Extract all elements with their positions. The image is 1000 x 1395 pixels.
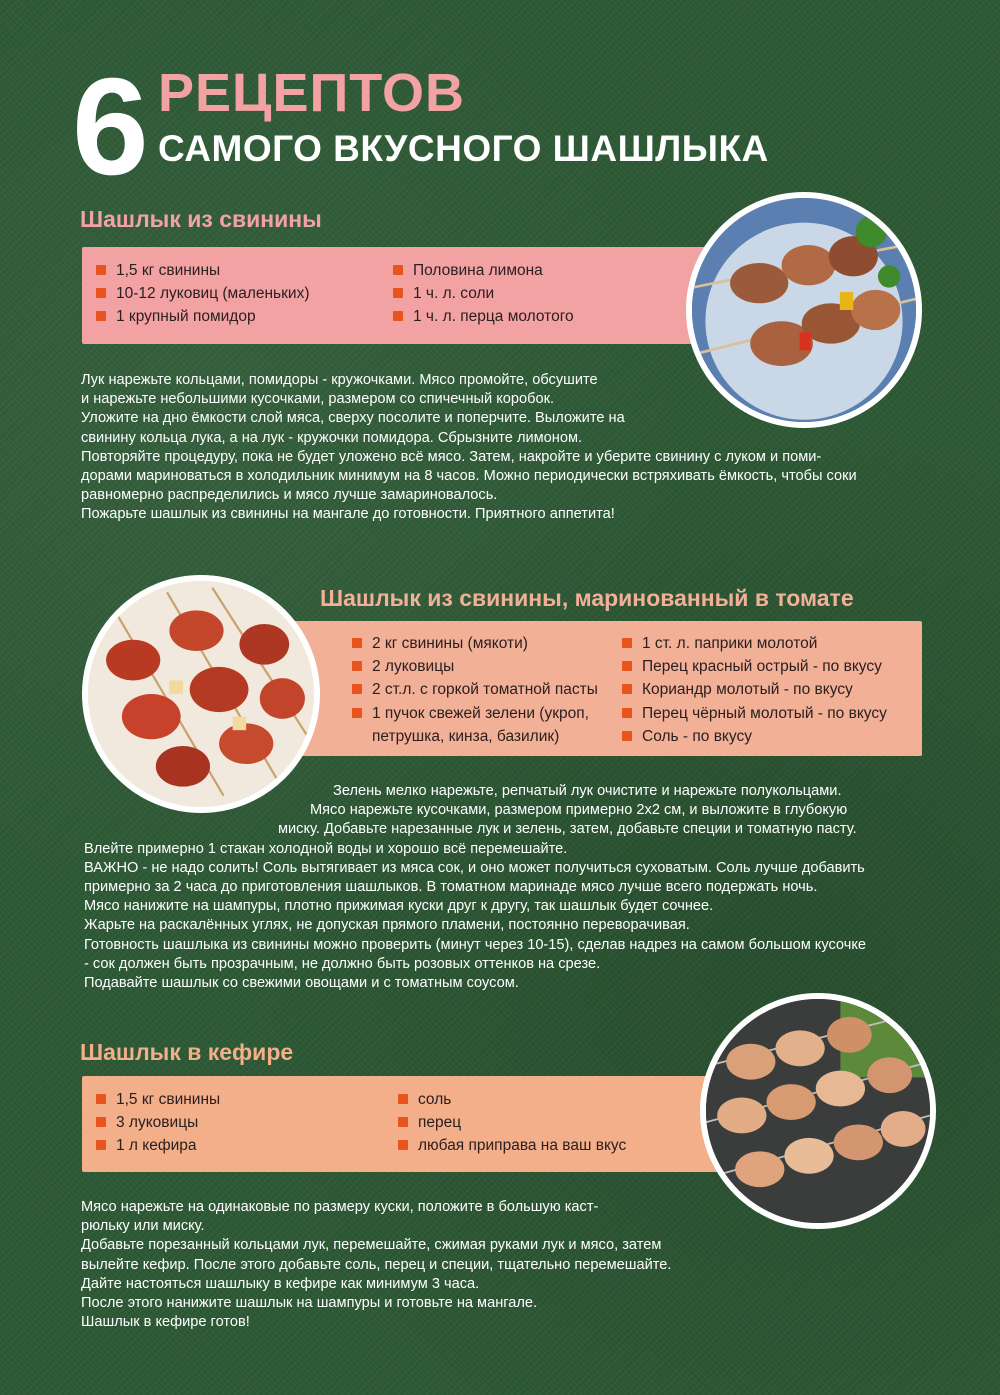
- paragraph-line: Жарьте на раскалённых углях, не допуская прямого пламени, постоянно переворачивая.: [84, 917, 690, 934]
- paragraph-line: Шашлык в кефире готов!: [81, 1314, 250, 1331]
- ingredient-item-continued: петрушка, кинза, базилик): [372, 727, 560, 745]
- ingredient-item: 10-12 луковиц (маленьких): [96, 282, 310, 305]
- recipe-3-ingredients-right: [398, 1088, 626, 1158]
- paragraph-line: равномерно распределились и мясо лучше замариновалось.: [81, 487, 498, 504]
- ingredient-item: Перец красный острый - по вкусу: [622, 655, 887, 678]
- paragraph-line: После этого нанижите шашлык на шампуры и готовьте на мангале.: [81, 1295, 538, 1312]
- paragraph-line: Мясо нарежьте кусочками, размером примерно 2х2 см, и выложите в глубокую: [310, 802, 848, 819]
- recipe-3-title: Шашлык в кефире: [80, 1039, 294, 1065]
- paragraph-line: Мясо нанижите на шампуры, плотно прижимая куски друг к другу, так шашлык будет сочнее.: [84, 898, 714, 915]
- ingredient-item: Соль - по вкусу: [622, 725, 887, 748]
- tomato-skewers-photo: [82, 575, 320, 813]
- ingredient-item: Половина лимона: [393, 259, 574, 282]
- paragraph-line: Зелень мелко нарежьте, репчатый лук очистите и нарежьте полукольцами.: [333, 783, 842, 799]
- ingredient-item: 3 луковицы: [96, 1111, 220, 1134]
- recipe-2-ingredients-right: [622, 632, 887, 748]
- ingredient-item: Перец чёрный молотый - по вкусу: [622, 702, 887, 725]
- recipe-1-title: Шашлык из свинины: [80, 206, 322, 232]
- header-title-line1: РЕЦЕПТОВ: [158, 63, 465, 123]
- paragraph-line: и нарежьте небольшими кусочками, размером со спичечный коробок.: [81, 391, 555, 408]
- paragraph-line: Готовность шашлыка из свинины можно проверить (минут через 10-15), сделав надрез на самом большом кусочке: [84, 936, 866, 953]
- recipe-2-title: Шашлык из свинины, маринованный в томате: [320, 585, 854, 611]
- recipe-2-ingredients-panel: [250, 621, 922, 756]
- paragraph-line: дорами мариноваться в холодильник минимум на 8 часов. Можно периодически встряхивать ёмкость, чтобы соки: [81, 468, 857, 485]
- ingredient-item: любая приправа на ваш вкус: [398, 1134, 626, 1157]
- header-number: 6: [72, 50, 145, 204]
- ingredient-item: 1 ч. л. соли: [393, 282, 574, 305]
- recipe-3-ingredients-left: [96, 1088, 220, 1158]
- ingredient-item: 2 луковицы: [352, 655, 598, 678]
- recipe-2-text: [84, 782, 866, 993]
- header-title-line2: САМОГО ВКУСНОГО ШАШЛЫКА: [158, 128, 769, 169]
- ingredient-item: 1 пучок свежей зелени (укроп,: [352, 702, 598, 725]
- recipe-3-text: [81, 1198, 671, 1332]
- paragraph-line: рюльку или миску.: [81, 1218, 205, 1235]
- ingredient-item: 1 крупный помидор: [96, 305, 310, 328]
- kefir-skewers-photo: [700, 993, 936, 1229]
- paragraph-line: Уложите на дно ёмкости слой мяса, сверху посолите и поперчите. Выложите на: [81, 410, 625, 427]
- recipe-1-text: [81, 371, 857, 525]
- ingredient-item: 1 ст. л. паприки молотой: [622, 632, 887, 655]
- paragraph-line: Мясо нарежьте на одинаковые по размеру куски, положите в большую каст-: [81, 1199, 599, 1215]
- recipe-2-ingredients-left: [352, 632, 598, 748]
- paragraph-line: миску. Добавьте нарезанные лук и зелень, затем, добавьте специи и томатную пасту.: [278, 821, 857, 838]
- paragraph-line: Влейте примерно 1 стакан холодной воды и хорошо всё перемешайте.: [84, 840, 568, 857]
- paragraph-line: Подавайте шашлык со свежими овощами и с томатным соусом.: [84, 975, 519, 992]
- recipe-1-ingredients-left: [96, 259, 310, 329]
- ingredient-item: соль: [398, 1088, 626, 1111]
- ingredient-item: 1 л кефира: [96, 1134, 220, 1157]
- ingredient-item: перец: [398, 1111, 626, 1134]
- paragraph-line: примерно за 2 часа до приготовления шашлыков. В томатном маринаде мясо лучше всего подержать ночь.: [84, 879, 818, 896]
- paragraph-line: свинину кольца лука, а на лук - кружочки помидора. Сбрызните лимоном.: [81, 429, 583, 446]
- paragraph-line: - сок должен быть прозрачным, не должно быть розовых оттенков на срезе.: [84, 955, 601, 972]
- paragraph-line: ВАЖНО - не надо солить! Соль вытягивает из мяса сок, и оно может получиться суховатым. Соль лучше добавить: [84, 859, 865, 876]
- ingredient-item: Кориандр молотый - по вкусу: [622, 678, 887, 701]
- paragraph-line: Пожарьте шашлык из свинины на мангале до готовности. Приятного аппетита!: [81, 506, 615, 523]
- recipe-1-ingredients-right: [393, 259, 574, 329]
- paragraph-line: Повторяйте процедуру, пока не будет уложено всё мясо. Затем, накройте и уберите свинину с луком и поми-: [81, 448, 822, 465]
- recipe-3-ingredients-panel: [82, 1076, 722, 1172]
- ingredient-item: 2 ст.л. с горкой томатной пасты: [352, 678, 598, 701]
- paragraph-line: Лук нарежьте кольцами, помидоры - кружочками. Мясо промойте, обсушите: [81, 372, 598, 388]
- ingredient-item: 2 кг свинины (мякоти): [352, 632, 598, 655]
- ingredient-item: 1 ч. л. перца молотого: [393, 305, 574, 328]
- paragraph-line: Дайте настояться шашлыку в кефире как минимум 3 часа.: [81, 1275, 480, 1292]
- ingredient-item: 1,5 кг свинины: [96, 1088, 220, 1111]
- paragraph-line: Добавьте порезанный кольцами лук, перемешайте, сжимая руками лук и мясо, затем: [81, 1237, 662, 1254]
- paragraph-line: вылейте кефир. После этого добавьте соль, перец и специи, тщательно перемешайте.: [81, 1256, 672, 1273]
- ingredient-item: 1,5 кг свинины: [96, 259, 310, 282]
